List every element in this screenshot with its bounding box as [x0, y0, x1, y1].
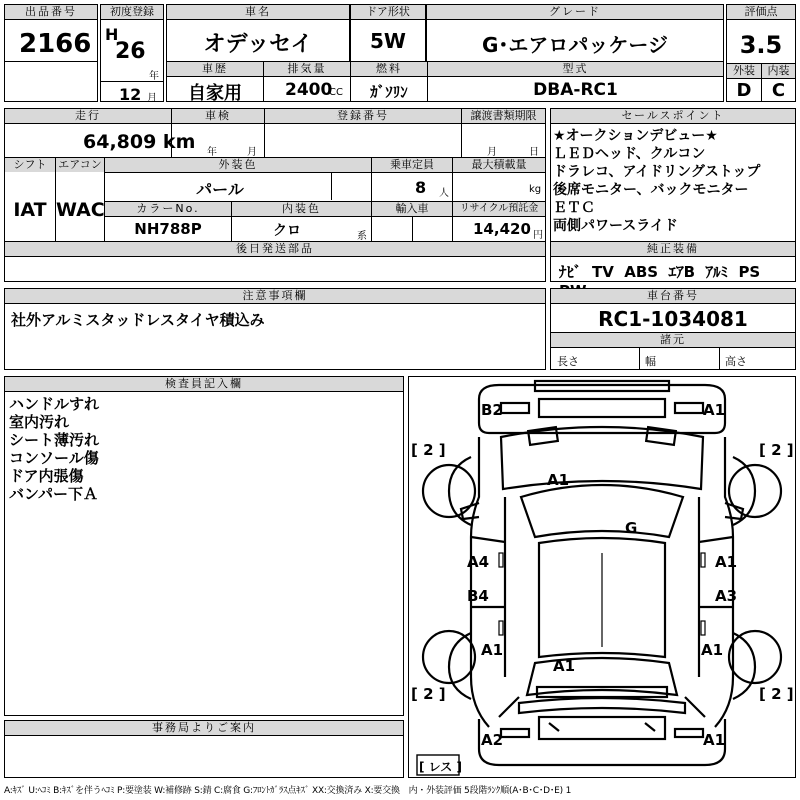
int-label: 内装: [762, 64, 795, 78]
int-grade: C: [771, 80, 786, 101]
equip-item: ﾅﾋﾞ: [559, 263, 582, 281]
damage-mark: A4: [467, 553, 490, 571]
regno-label: 登録番号: [265, 109, 461, 123]
displacement: 2400: [285, 80, 333, 100]
reg-month-unit: 月: [147, 93, 157, 104]
score: 3.5: [739, 31, 783, 59]
era: H: [105, 25, 119, 44]
sales-box: [550, 108, 796, 282]
sales-label: セールスポイント: [551, 109, 795, 123]
grade-label: グレード: [427, 5, 723, 19]
model-label: 型式: [428, 62, 723, 76]
sales-lines: [553, 127, 760, 235]
office-label: 事務局よりご案内: [5, 721, 403, 735]
car-outline: [409, 377, 795, 777]
intcolor-unit: 系: [357, 231, 367, 242]
ext-label: 外装: [727, 64, 761, 78]
tire-rear-right: [ 2 ]: [759, 685, 794, 703]
inspector-line: ハンドルすれ: [9, 395, 100, 413]
height-label: 高さ: [725, 355, 747, 368]
score-box: [726, 4, 796, 102]
sales-line: 両側パワースライド: [553, 218, 678, 234]
inspector-label: 検査員記入欄: [5, 377, 403, 391]
damage-diagram: [408, 376, 796, 778]
history-row: [166, 61, 724, 102]
history-label: 車歴: [167, 62, 263, 76]
inspector-box: [4, 376, 404, 716]
shift: IAT: [13, 199, 47, 221]
sales-line: ドラレコ、アイドリングストップ: [553, 164, 761, 180]
damage-mark: A1: [703, 731, 726, 749]
width-label: 幅: [645, 355, 656, 368]
exterior-color: パール: [196, 180, 244, 199]
mileage: 64,809 km: [83, 131, 196, 153]
damage-mark: G: [625, 519, 638, 537]
car-name: オデッセイ: [203, 32, 313, 57]
transfer-day: 日: [529, 147, 539, 158]
tire-rear-left: [ 2 ]: [411, 685, 446, 703]
seats-label: 乗車定員: [372, 158, 452, 172]
damage-mark: B2: [481, 401, 503, 419]
shift-label: シフト: [5, 158, 55, 172]
damage-mark: A2: [481, 731, 504, 749]
grade: G･エアロパッケージ: [481, 33, 669, 57]
inspection-label: 車検: [172, 109, 264, 123]
damage-mark: A1: [703, 401, 726, 419]
damage-mark: B4: [467, 587, 489, 605]
recycle-amount: 14,420: [473, 220, 531, 238]
score-label: 評価点: [727, 5, 795, 19]
recycle-unit: 円: [533, 230, 543, 241]
inspector-line: 室内汚れ: [9, 413, 70, 431]
sales-line: ＬＥＤヘッド、クルコン: [553, 146, 706, 162]
legend-footer: A:ｷｽﾞ U:ﾍｺﾐ B:ｷｽﾞを伴うﾍｺﾐ P:要塗装 W:補修跡 S:錆 C:腐食 G:ﾌﾛﾝﾄｶﾞﾗｽ点ｷｽﾞ XX:交換済み X:要交換 内・外装評価 5段階ﾗﾝｸ順(A･B･C･D･E) 1: [4, 786, 572, 796]
fuel-label: 燃料: [351, 62, 427, 76]
load-label: 最大積載量: [453, 158, 545, 172]
model-code: DBA-RC1: [533, 80, 618, 100]
tire-front-left: [ 2 ]: [411, 441, 446, 459]
ac-label: エアコン: [56, 158, 104, 172]
equip-item: ｱﾙﾐ: [705, 263, 728, 281]
damage-mark: A1: [553, 657, 576, 675]
lot-box: [4, 4, 98, 102]
equip-item: ABS: [624, 263, 659, 281]
inspector-line: ドア内張傷: [9, 467, 84, 485]
inspection-year: 年: [207, 147, 217, 158]
reg-year-unit: 年: [149, 71, 159, 82]
inspector-line: コンソール傷: [9, 449, 99, 467]
lot-label: 出品番号: [5, 5, 97, 19]
door-type: 5W: [370, 29, 406, 53]
reg-year: 26: [115, 39, 146, 64]
lot-number: 2166: [19, 29, 92, 59]
detail-box: [4, 108, 546, 282]
damage-mark: A1: [547, 471, 570, 489]
damage-mark: A1: [701, 641, 724, 659]
sales-line: ★オークションデビュー★: [553, 128, 718, 144]
seats: 8: [415, 178, 427, 197]
damage-mark: A3: [715, 587, 738, 605]
color-number: NH788P: [134, 220, 202, 238]
door-label: ドア形状: [351, 5, 425, 19]
colorno-label: カラーNo.: [105, 202, 231, 216]
tire-front-right: [ 2 ]: [759, 441, 794, 459]
ac: WAC: [56, 199, 105, 221]
spare-tire: [ レス ]: [419, 760, 462, 774]
grade-box: [426, 4, 724, 62]
displacement-label: 排気量: [264, 62, 350, 76]
inspector-line: バンパー下Ａ: [9, 485, 98, 503]
name-label: 車名: [167, 5, 349, 19]
interior-color: クロ: [273, 223, 301, 239]
recycle-label: リサイクル預託金: [453, 202, 545, 216]
office-box: [4, 720, 404, 778]
notes-box: [4, 288, 546, 370]
spec-label: 諸元: [551, 333, 795, 347]
chassis-box: [550, 288, 796, 370]
color-label: 外装色: [105, 158, 371, 172]
later-parts-label: 後日発送部品: [5, 242, 545, 256]
damage-mark: A1: [481, 641, 504, 659]
ext-grade: D: [736, 80, 752, 101]
import-label: 輸入車: [372, 202, 452, 216]
load-unit: kg: [529, 184, 542, 195]
sales-line: ＥＴＣ: [553, 200, 595, 216]
chassis-label: 車台番号: [551, 289, 795, 303]
transfer-month: 月: [487, 147, 497, 158]
equip-item: PS: [738, 263, 761, 281]
notes-label: 注意事項欄: [5, 289, 545, 303]
seats-unit: 人: [439, 188, 449, 199]
intcolor-label: 内装色: [232, 202, 371, 216]
chassis-number: RC1-1034081: [598, 307, 748, 331]
registration-box: [100, 4, 164, 102]
door-box: [350, 4, 426, 62]
reg-month: 12: [119, 85, 142, 104]
inspection-month: 月: [247, 147, 257, 158]
inspector-lines: [9, 395, 99, 503]
displacement-unit: CC: [329, 87, 343, 98]
sales-line: 後席モニター、バックモニター: [553, 182, 749, 198]
damage-mark: A1: [715, 553, 738, 571]
inspector-line: シート薄汚れ: [9, 431, 100, 449]
mileage-label: 走行: [5, 109, 171, 123]
notes-text: 社外アルミスタッドレスタイヤ積込み: [11, 311, 265, 329]
equip-item: TV: [591, 263, 614, 281]
name-box: [166, 4, 350, 62]
history: 自家用: [188, 83, 242, 104]
transfer-label: 譲渡書類期限: [462, 109, 545, 123]
equip-item: ｴｱB: [668, 263, 696, 281]
equip-label: 純正装備: [551, 242, 795, 256]
registration-label: 初度登録: [101, 5, 163, 19]
fuel: ｶﾞｿﾘﾝ: [370, 83, 408, 101]
length-label: 長さ: [557, 355, 579, 368]
